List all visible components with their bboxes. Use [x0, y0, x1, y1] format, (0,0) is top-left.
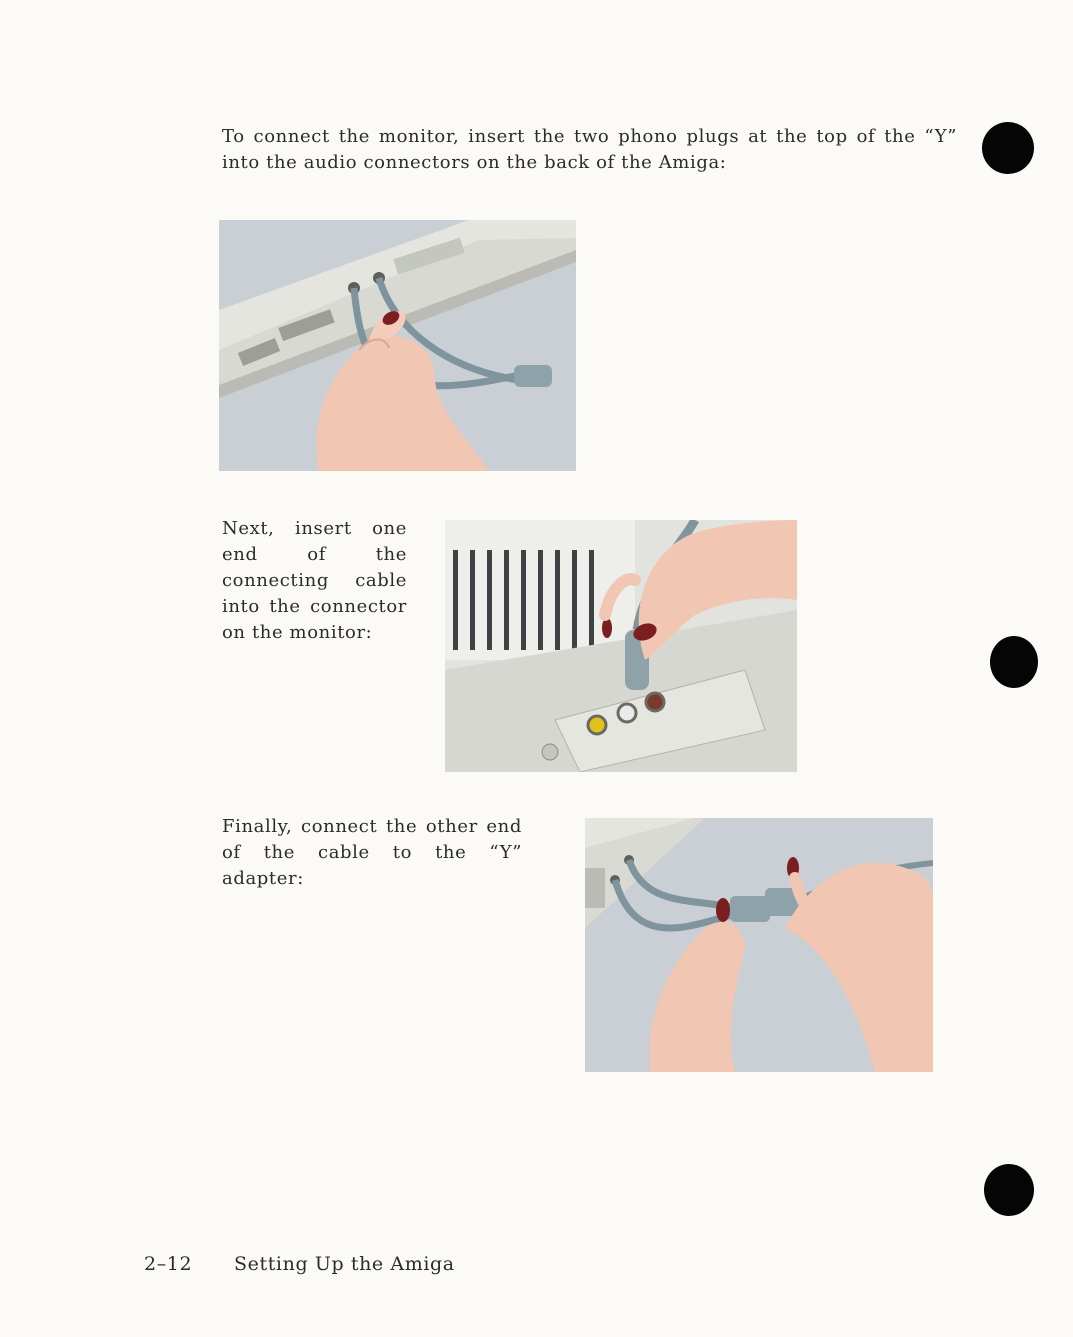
next-step-paragraph: Next, insert one end of the connecting cable into the connector on the monitor: [222, 518, 407, 643]
page-number: 2–12 [144, 1253, 193, 1275]
y-adapter-photo [585, 818, 933, 1072]
monitor-connector-illustration [445, 520, 797, 772]
binder-hole [990, 636, 1038, 688]
audio-ports-illustration [219, 220, 576, 471]
monitor-connector-photo [445, 520, 797, 772]
intro-paragraph: To connect the monitor, insert the two phono plugs at the top of the “Y” into the audio connectors on the back of the Amiga: [222, 126, 957, 173]
binder-hole [984, 1164, 1034, 1216]
audio-ports-photo [219, 220, 576, 471]
y-adapter-illustration [585, 818, 933, 1072]
section-title: Setting Up the Amiga [234, 1253, 455, 1275]
final-step-paragraph: Finally, connect the other end of the cable to the “Y” adapter: [222, 816, 522, 889]
binder-hole [982, 122, 1034, 174]
